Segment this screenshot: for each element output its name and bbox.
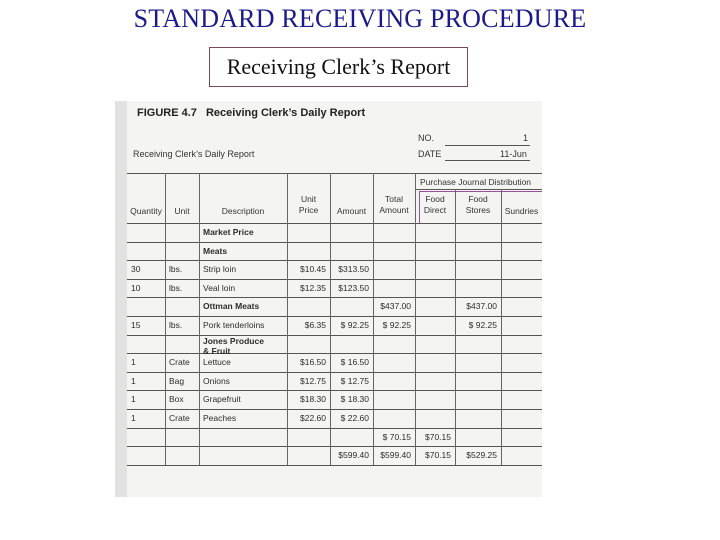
table-cell: lbs.: [169, 320, 183, 330]
table-cell: $22.60: [300, 413, 326, 423]
table-cell: Peaches: [203, 413, 237, 423]
table-cell: $599.40: [338, 450, 369, 461]
column-rule: [415, 173, 416, 465]
table-cell: $529.25: [466, 450, 497, 461]
table-rule: [127, 409, 542, 410]
column-rule: [287, 173, 288, 465]
table-cell: Onions: [203, 375, 230, 386]
table-cell: Meats: [203, 245, 228, 256]
table-cell: $ 92.25: [382, 320, 411, 330]
table-cell: lbs.: [169, 282, 183, 293]
table-cell: Strip loin: [203, 264, 237, 275]
table-cell: 1: [131, 413, 136, 423]
distribution-heading: Purchase Journal Distribution: [420, 177, 532, 187]
table-cell: 1: [131, 375, 136, 386]
table-cell: $ 12.75: [340, 375, 369, 386]
table-cell: $313.50: [338, 264, 369, 275]
table-cell: $ 18.30: [340, 394, 369, 405]
table-cell: $6.35: [304, 320, 326, 330]
table-cell: 10: [131, 282, 141, 293]
table-rule: [127, 446, 542, 447]
column-header: Food Stores: [465, 194, 491, 215]
table-cell: $70.15: [425, 431, 451, 442]
table-cell: $123.50: [338, 282, 369, 293]
receiving-report-figure: [115, 101, 542, 497]
date-label: DATE: [418, 149, 442, 159]
table-cell: $ 92.25: [468, 320, 497, 330]
subtitle-box: Receiving Clerk’s Report: [209, 47, 468, 87]
table-cell: Ottman Meats: [203, 301, 260, 312]
table-cell: $16.50: [300, 357, 326, 368]
table-rule: [127, 465, 542, 466]
table-cell: $70.15: [425, 450, 451, 461]
table-cell: $599.40: [380, 450, 411, 461]
column-rule: [455, 189, 456, 465]
no-label: NO.: [418, 133, 435, 143]
table-cell: Market Price: [203, 227, 254, 237]
table-cell: $ 70.15: [382, 431, 411, 442]
table-cell: Bag: [169, 375, 185, 386]
table-cell: $ 22.60: [340, 413, 369, 423]
table-rule: [127, 390, 542, 391]
table-rule: [127, 297, 542, 298]
table-cell: 1: [131, 394, 136, 405]
figure-caption-text: Receiving Clerk’s Daily Report: [205, 107, 366, 119]
column-header: Total Amount: [379, 194, 409, 215]
table-cell: $12.35: [300, 282, 326, 293]
table-cell: 15: [131, 320, 141, 330]
table-cell: Crate: [169, 413, 190, 423]
table-cell: Pork tenderloins: [203, 320, 265, 330]
table-cell: $437.00: [466, 301, 497, 312]
table-cell: & Fruit: [203, 345, 231, 356]
column-header: Quantity: [130, 206, 162, 216]
column-header: Food Direct: [423, 194, 447, 215]
scan-edge: [115, 101, 127, 497]
column-header: Description: [221, 206, 265, 216]
table-cell: Box: [169, 394, 184, 405]
table-rule: [127, 173, 542, 174]
table-rule: [127, 428, 542, 429]
table-cell: Crate: [169, 357, 190, 368]
table-rule: [415, 189, 542, 190]
table-rule: [127, 316, 542, 317]
table-cell: $ 92.25: [340, 320, 369, 330]
column-rule: [501, 189, 502, 465]
table-rule: [127, 335, 542, 336]
table-rule: [127, 372, 542, 373]
table-cell: 1: [131, 357, 136, 368]
table-cell: Grapefruit: [203, 394, 241, 405]
table-cell: lbs.: [169, 264, 183, 275]
table-rule: [127, 279, 542, 280]
table-rule: [127, 223, 542, 224]
table-cell: Jones Produce: [203, 335, 264, 346]
figure-caption: [137, 107, 365, 119]
table-rule: [127, 242, 542, 243]
column-rule: [373, 173, 374, 465]
table-cell: Lettuce: [203, 357, 231, 368]
column-header: Unit: [174, 206, 190, 216]
table-cell: $437.00: [380, 301, 411, 312]
table-cell: $ 16.50: [340, 357, 369, 368]
figure-number: FIGURE 4.7: [137, 107, 197, 119]
date-value: 11-Jun: [500, 149, 527, 159]
column-header: Amount: [336, 206, 367, 216]
form-title: Receiving Clerk’s Daily Report: [133, 149, 255, 159]
table-rule: [127, 353, 542, 354]
table-cell: Veal loin: [203, 282, 236, 293]
column-header: Sundries: [504, 206, 539, 216]
table-cell: $10.45: [300, 264, 326, 275]
table-cell: $12.75: [300, 375, 326, 386]
no-value: 1: [523, 133, 529, 143]
slide-title: STANDARD RECEIVING PROCEDURE: [133, 4, 587, 33]
no-underline: [445, 145, 530, 146]
column-header: Unit Price: [298, 194, 319, 215]
table-cell: $18.30: [300, 394, 326, 405]
date-underline: [445, 160, 530, 161]
table-cell: 30: [131, 264, 141, 275]
table-rule: [127, 260, 542, 261]
